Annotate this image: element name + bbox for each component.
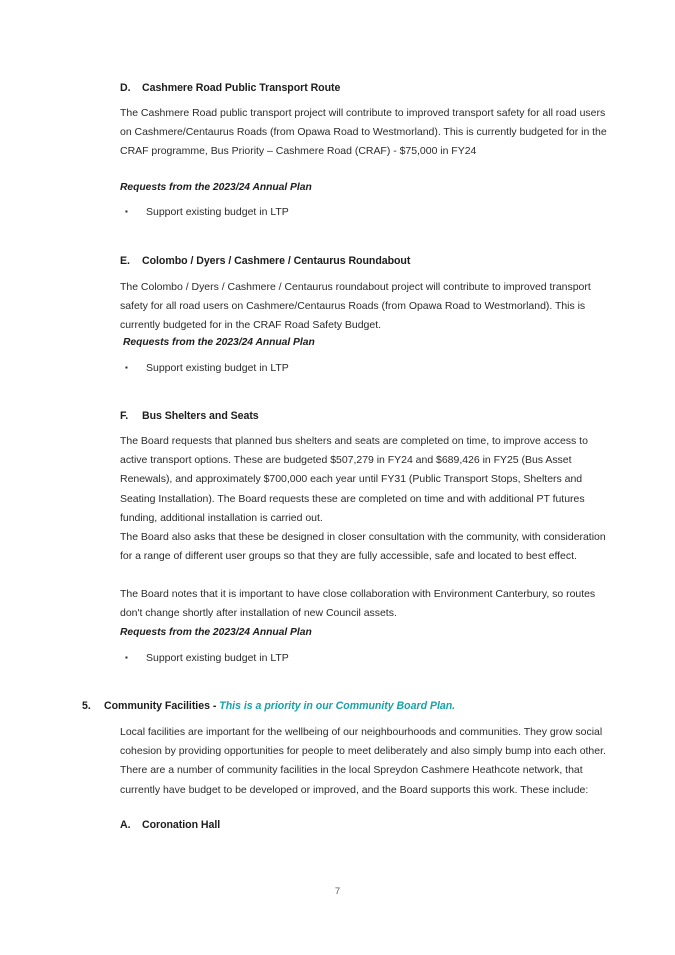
square-bullet-icon: ▪ bbox=[125, 207, 128, 216]
square-bullet-icon: ▪ bbox=[125, 363, 128, 372]
page-number: 7 bbox=[334, 886, 341, 897]
paragraph-d-body: The Cashmere Road public transport project will contribute to improved transport safety for all road users on Cashmere/Centaurus Roads (from Opawa Road to Westmorland). This is currently budgeted for in the CRAF programme, Bus Priority – Cashmere Road (CRAF) - $75,000 in FY24 bbox=[120, 107, 607, 158]
paragraph-f-body-1: The Board requests that planned bus shelters and seats are completed on time, to improve access to active transport options. These are budgeted $507,279 in FY24 and $689,426 in FY25 (Bus Asset Renewals), and approximately $700,000 each year until FY31 (Public Transport Stops, Shelters and Seating Installation). The Board requests these are completed on time and with additional PT futures funding, additional installation is carried out. bbox=[120, 435, 588, 524]
bullet-item-e bbox=[120, 359, 600, 377]
heading-5-number: 5. bbox=[82, 700, 91, 712]
heading-5-title: Community Facilities - bbox=[104, 700, 220, 712]
bullet-item-d-label: Support existing budget in LTP bbox=[146, 206, 289, 218]
paragraph-f-body-3: The Board notes that it is important to have close collaboration with Environment Canterbury, so routes don't change shortly after installation of new Council assets. bbox=[120, 588, 596, 620]
bullet-item-f-label: Support existing budget in LTP bbox=[146, 652, 289, 664]
heading-e-letter: E. bbox=[120, 255, 130, 267]
heading-5-priority-note: This is a priority in our Community Board Plan. bbox=[219, 700, 456, 712]
heading-f-title: Bus Shelters and Seats bbox=[142, 410, 259, 422]
heading-d-cashmere-road-public-transport-route bbox=[120, 82, 340, 94]
heading-f-bus-shelters-and-seats bbox=[120, 410, 259, 422]
heading-5a-letter: A. bbox=[120, 819, 131, 831]
requests-heading-e: Requests from the 2023/24 Annual Plan bbox=[123, 337, 315, 348]
heading-d-letter: D. bbox=[120, 82, 131, 94]
bullet-item-d bbox=[120, 203, 600, 221]
paragraph-e-body: The Colombo / Dyers / Cashmere / Centaurus roundabout project will contribute to improved transport safety for all road users on Cashmere/Centaurus Roads (from Opawa Road to Westmorland). This is currently budgeted for in the CRAF Road Safety Budget. bbox=[120, 281, 591, 332]
heading-5a-title: Coronation Hall bbox=[142, 819, 221, 831]
paragraph-5-body: Local facilities are important for the wellbeing of our neighbourhoods and communities. They grow social cohesion by providing opportunities for people to meet deliberately and also simply bump into each other. There are a number of community facilities in the local Spreydon Cashmere Heathcote network, that currently have budget to be developed or improved, and the Board supports this work. These include: bbox=[120, 726, 606, 796]
heading-e-title: Colombo / Dyers / Cashmere / Centaurus Roundabout bbox=[142, 255, 411, 267]
heading-5-community-facilities bbox=[82, 700, 455, 712]
square-bullet-icon: ▪ bbox=[125, 653, 128, 662]
heading-5a-coronation-hall bbox=[120, 819, 220, 831]
paragraph-f-body-2: The Board also asks that these be designed in closer consultation with the community, with consideration for a range of different user groups so that they are fully accessible, safe and located to best effect. bbox=[120, 531, 606, 563]
requests-heading-f: Requests from the 2023/24 Annual Plan bbox=[120, 627, 312, 638]
bullet-item-e-label: Support existing budget in LTP bbox=[146, 362, 289, 374]
heading-d-title: Cashmere Road Public Transport Route bbox=[142, 82, 341, 94]
heading-f-letter: F. bbox=[120, 410, 129, 422]
heading-e-colombo-dyers-cashmere-centaurus-roundabout bbox=[120, 255, 410, 267]
bullet-item-f bbox=[120, 649, 600, 667]
requests-heading-d: Requests from the 2023/24 Annual Plan bbox=[120, 182, 312, 193]
